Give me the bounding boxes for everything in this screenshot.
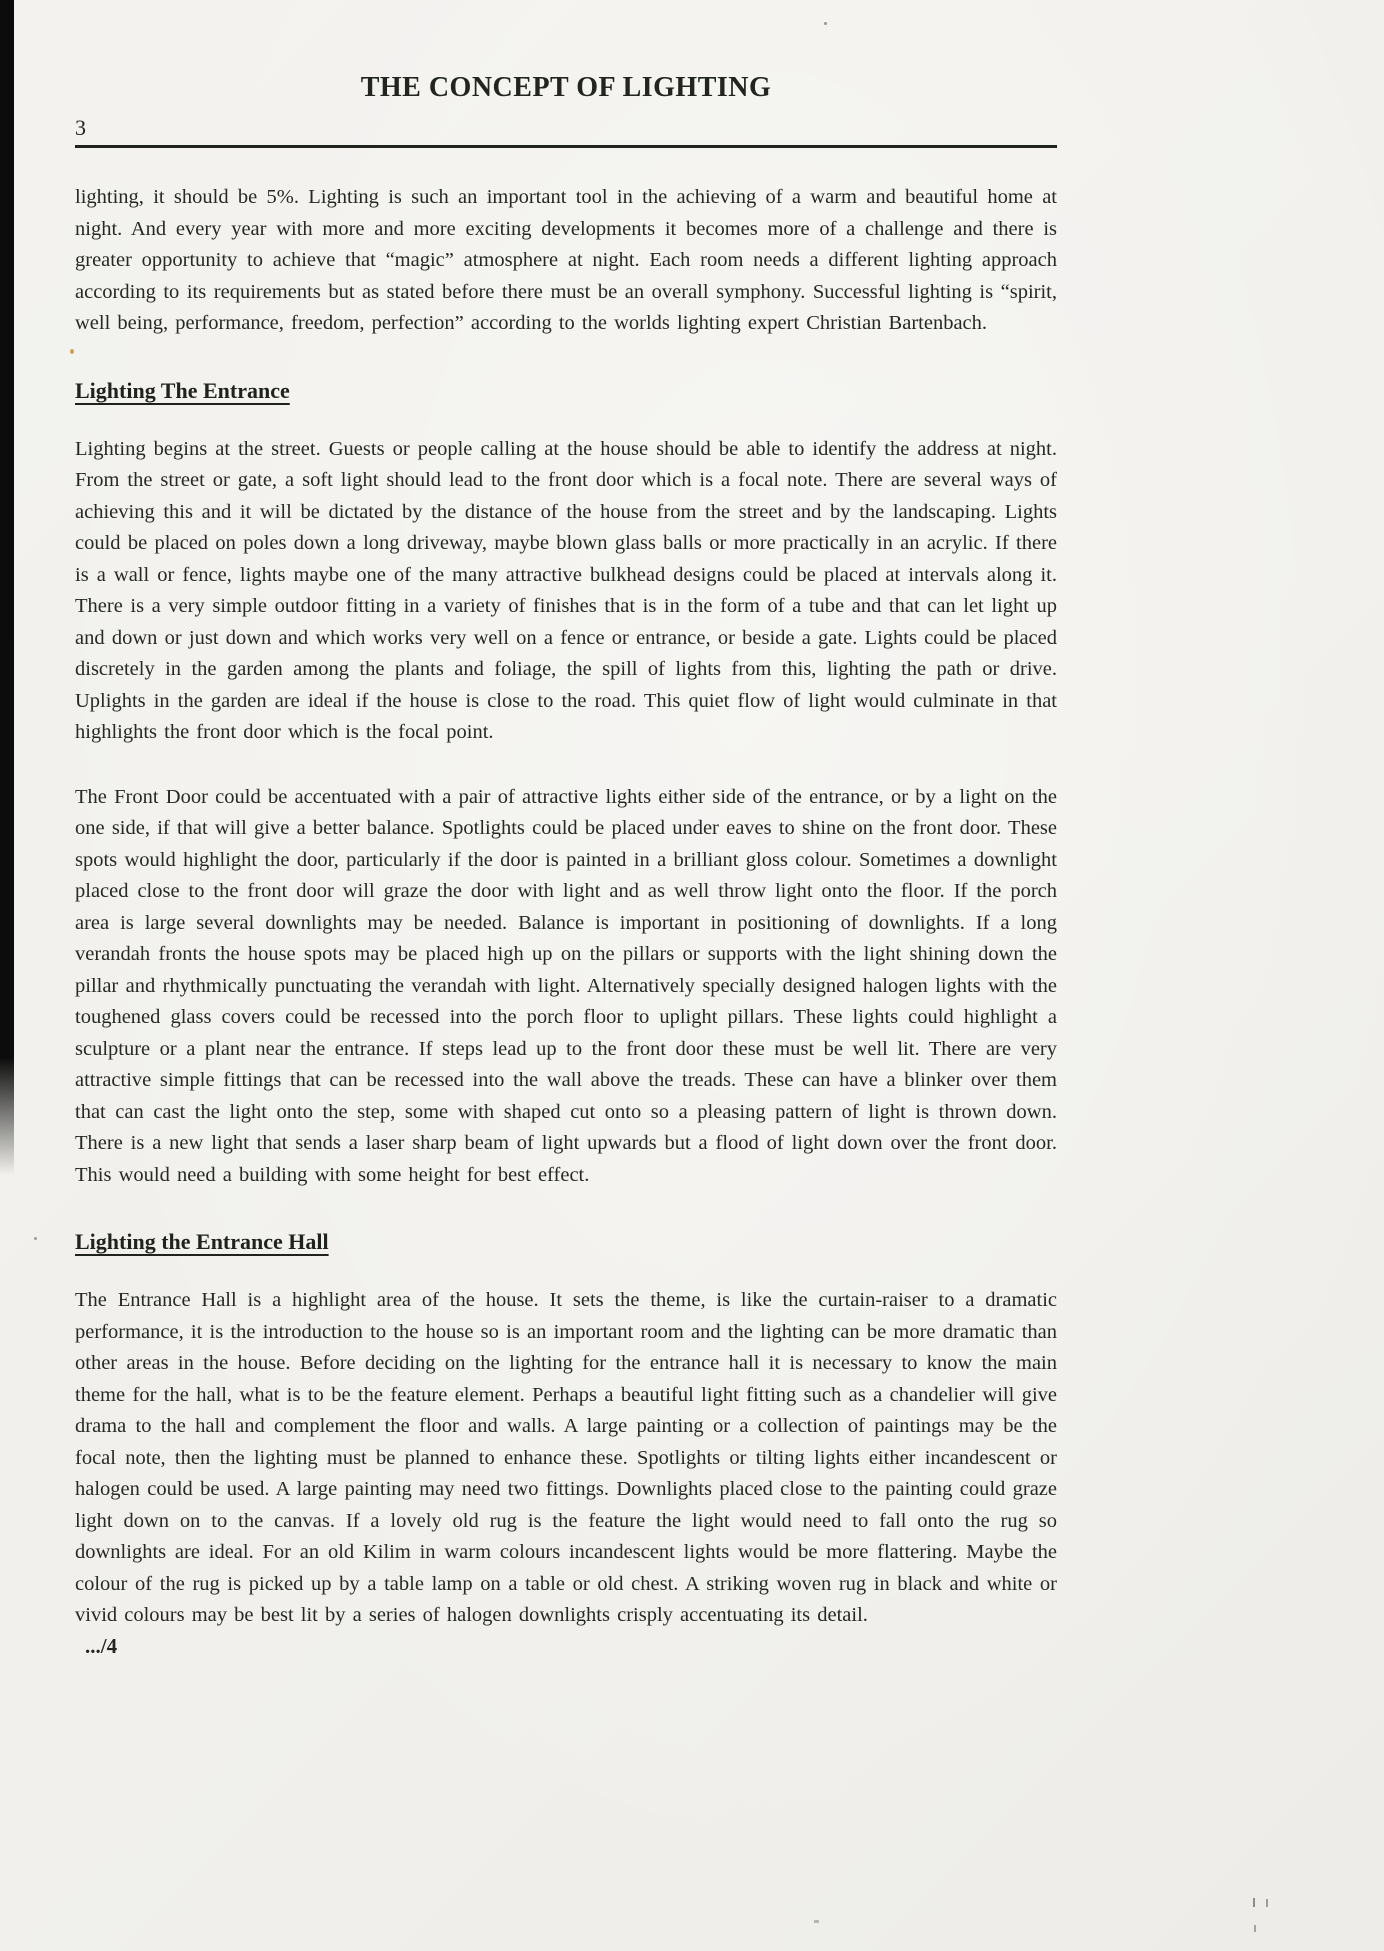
entrance-paragraph-1: Lighting begins at the street. Guests or people calling at the house should be able to identify the address at night. From the street or gate, a soft light should lead to the front door which is a focal note. There are several ways of achieving this and it will be dictated by the distance of the house from the street and by the landscaping. Lights could be placed on poles down a long driveway, maybe blown glass balls or more practically in an acrylic. If there is a wall or fence, lights maybe one of the many attractive bulkhead designs could be placed at intervals along it. There is a very simple outdoor fitting in a variety of finishes that is in the form of a tube and that can let light up and down or just down and which works very well on a fence or entrance, or beside a gate. Lights could be placed discretely in the garden among the plants and foliage, the spill of lights from this, lighting the path or drive. Uplights in the garden are ideal if the house is close to the road. This quiet flow of light would culminate in that highlights the front door which is the focal point. xyxy=(75,437,1057,743)
page-title: THE CONCEPT OF LIGHTING xyxy=(360,72,772,103)
intro-paragraph: lighting, it should be 5%. Lighting is such an important tool in the achieving of a warm and beautiful home at night. And every year with more and more exciting developments it becomes more of a challenge and there is greater opportunity to achieve that “magic” atmosphere at night. Each room needs a different lighting approach according to its requirements but as stated before there must be an overall symphony. Successful lighting is “spirit, well being, performance, freedom, perfection” according to the worlds lighting expert Christian Bartenbach. xyxy=(75,186,1057,334)
entrance-paragraph-2: The Front Door could be accentuated with a pair of attractive lights either side of the entrance, or by a light on the one side, if that will give a better balance. Spotlights could be placed under eaves to shine on the front door. These spots would highlight the door, particularly if the door is painted in a brilliant gloss colour. Sometimes a downlight placed close to the front door will graze the door with light and as well throw light onto the floor. If the porch area is large several downlights may be needed. Balance is important in positioning of downlights. If a long verandah fronts the house spots may be placed high up on the pillars or supports with the light shining down the pillar and rhythmically punctuating the verandah with light. Alternatively specially designed halogen lights with the toughened glass covers could be recessed into the porch floor to uplight pillars. These lights could highlight a sculpture or a plant near the entrance. If steps lead up to the front door these must be well lit. There are very attractive simple fittings that can be recessed into the wall above the treads. These can have a blinker over them that can cast the light onto the step, some with shaped cut onto so a pleasing pattern of light is thrown down. There is a new light that sends a laser sharp beam of light upwards but a flood of light down over the front door. This would need a building with some height for best effect. xyxy=(75,785,1057,1186)
page-header-rule xyxy=(75,116,1057,148)
scan-speck xyxy=(70,349,74,354)
scan-speck xyxy=(824,22,827,25)
page-number: 3 xyxy=(75,115,86,140)
continuation-mark: .../4 xyxy=(85,1633,118,1658)
scan-speck xyxy=(1253,1898,1255,1907)
scan-speck xyxy=(34,1237,37,1240)
scan-speck xyxy=(814,1920,819,1923)
section-heading-lighting-the-entrance: Lighting The Entrance xyxy=(75,377,290,403)
scan-speck xyxy=(1254,1925,1256,1932)
entrance-hall-paragraph: The Entrance Hall is a highlight area of the house. It sets the theme, is like the curtain-raiser to a dramatic performance, it is the introduction to the house so is an important room and the lighting can be more dramatic than other areas in the house. Before deciding on the lighting for the entrance hall it is necessary to know the main theme for the hall, what is to be the feature element. Perhaps a beautiful light fitting such as a chandelier will give drama to the hall and complement the floor and walls. A large painting or a collection of paintings may be the focal note, then the lighting must be planned to enhance these. Spotlights or tilting lights either incandescent or halogen could be used. A large painting may need two fittings. Downlights placed close to the painting could graze light down on to the canvas. If a lovely old rug is the feature the light would need to fall onto the rug so downlights are ideal. For an old Kilim in warm colours incandescent lights would be more flattering. Maybe the colour of the rug is picked up by a table lamp on a table or old chest. A striking woven rug in black and white or vivid colours may be best lit by a series of halogen downlights crisply accentuating its detail. xyxy=(75,1289,1057,1626)
scan-speck xyxy=(1266,1899,1268,1907)
section-heading-lighting-the-entrance-hall: Lighting the Entrance Hall xyxy=(75,1229,329,1254)
document-content xyxy=(0,72,1060,1659)
